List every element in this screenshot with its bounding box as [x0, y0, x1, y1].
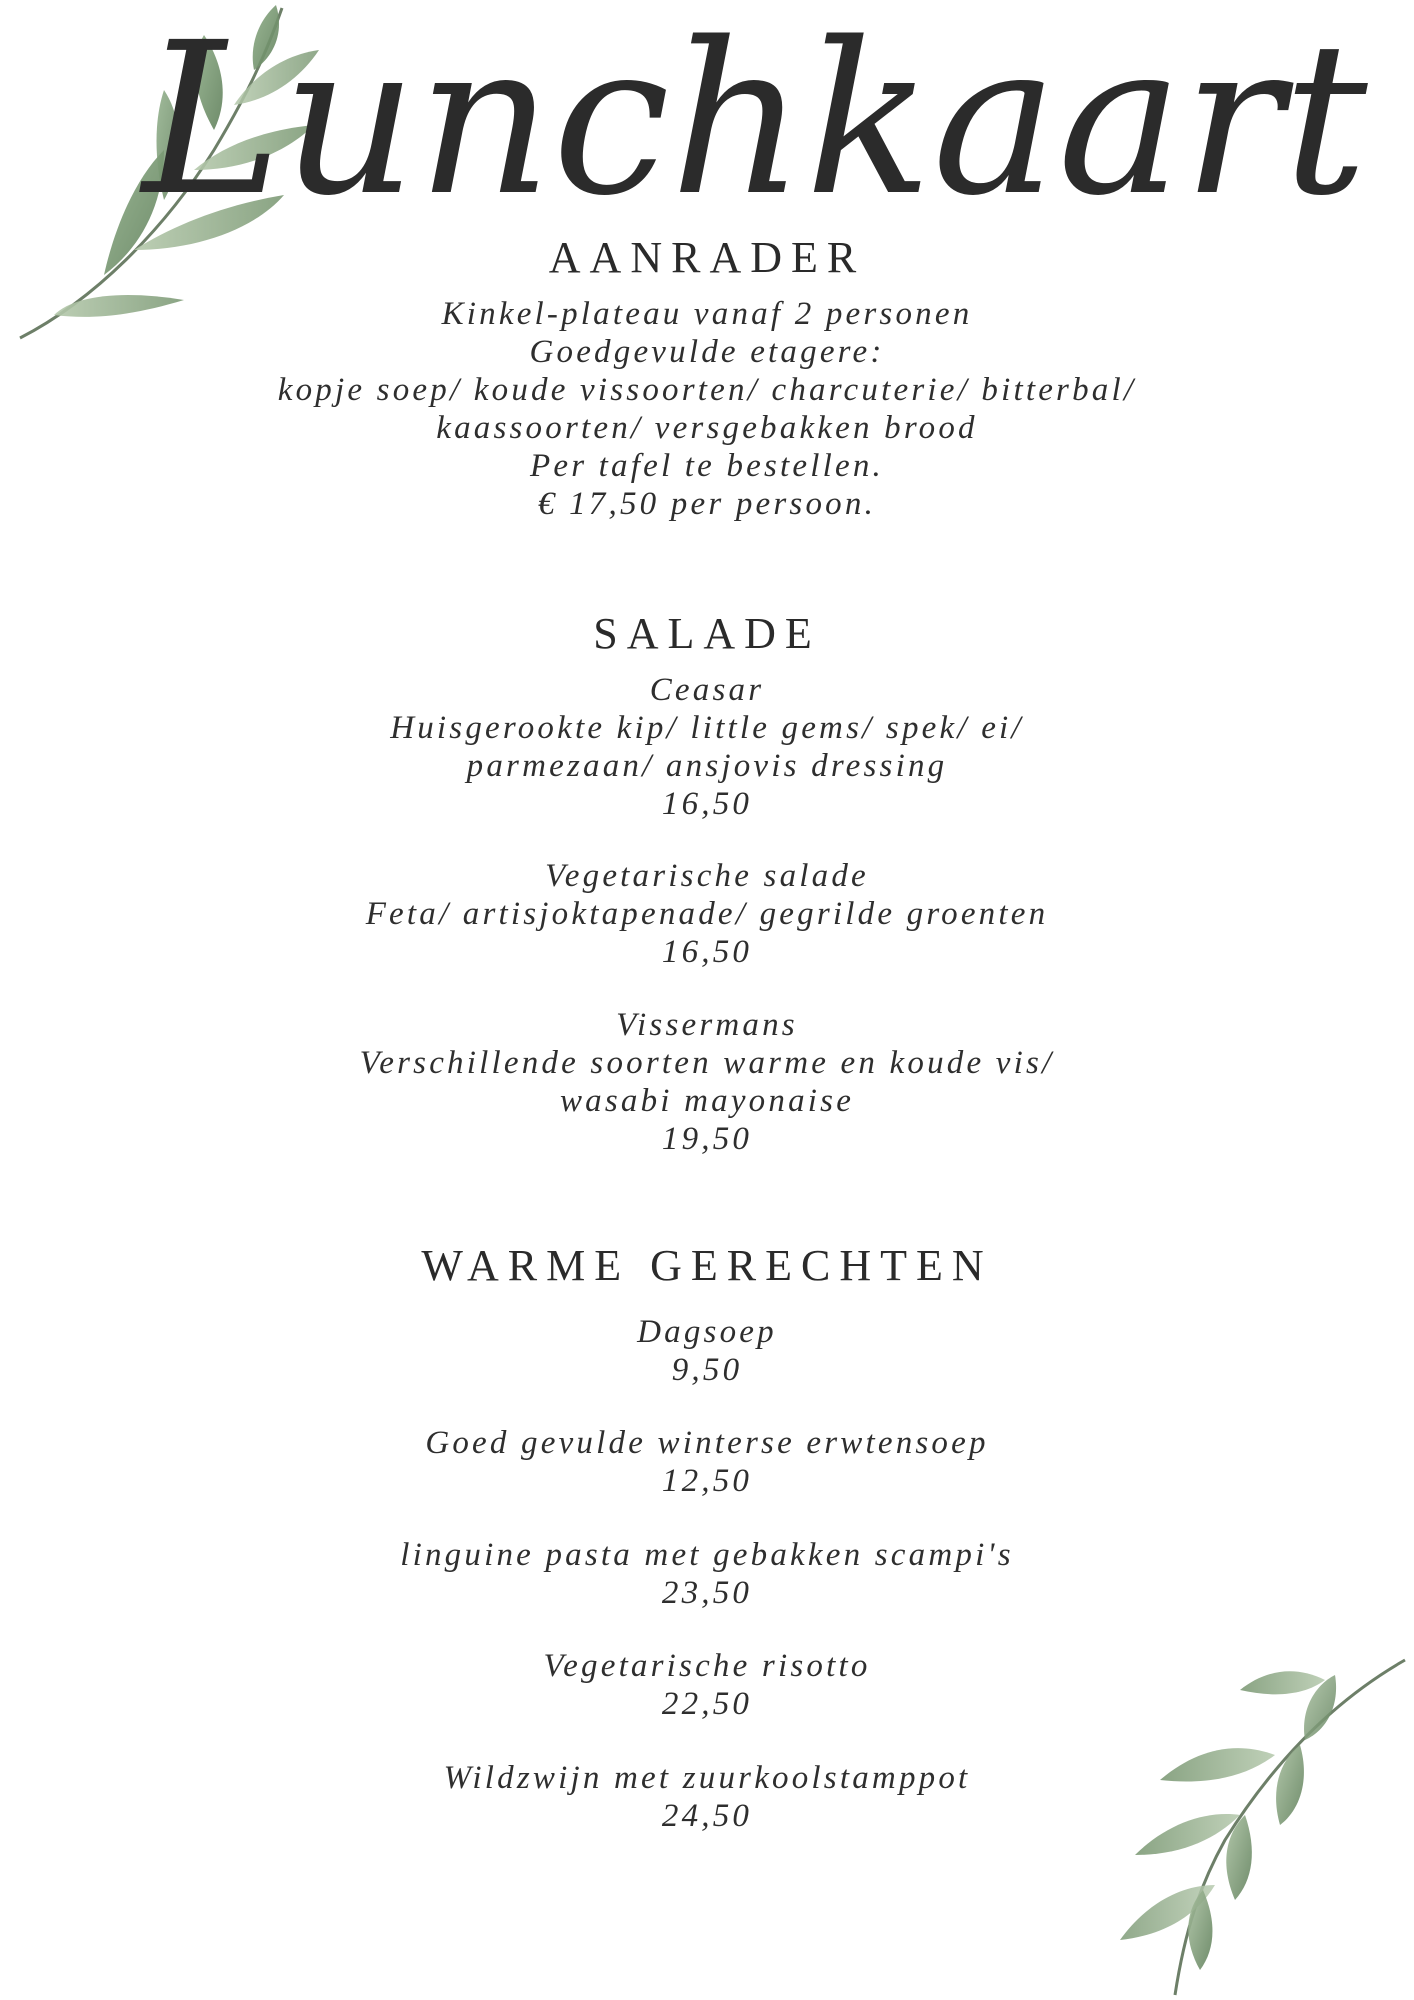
- section-heading-salade: SALADE: [593, 609, 821, 658]
- warm-item-name: Wildzwijn met zuurkoolstamppot: [443, 1760, 971, 1796]
- salade-item-description: Huisgerookte kip/ little gems/ spek/ ei/: [390, 710, 1024, 746]
- salade-item-name: Ceasar: [649, 672, 765, 708]
- aanrader-line: kaassoorten/ versgebakken brood: [436, 410, 978, 446]
- aanrader-line: Kinkel-plateau vanaf 2 personen: [441, 296, 973, 332]
- warm-item-name: Dagsoep: [637, 1314, 777, 1350]
- salade-item-name: Vissermans: [616, 1007, 798, 1043]
- section-heading-warme-gerechten: WARME GERECHTEN: [421, 1241, 993, 1290]
- aanrader-line: € 17,50 per persoon.: [537, 486, 877, 522]
- salade-item-description: Feta/ artisjoktapenade/ gegrilde groenten: [365, 896, 1049, 932]
- salade-item-description: Verschillende soorten warme en koude vis/: [359, 1045, 1055, 1081]
- warm-item-price: 24,50: [661, 1798, 753, 1834]
- warm-item-name: Vegetarische risotto: [543, 1648, 871, 1684]
- warm-item-price: 22,50: [661, 1686, 753, 1722]
- section-heading-aanrader: AANRADER: [548, 233, 866, 282]
- aanrader-line: Per tafel te bestellen.: [529, 448, 884, 484]
- aanrader-line: Goedgevulde etagere:: [529, 334, 885, 370]
- warm-item-name: Goed gevulde winterse erwtensoep: [425, 1425, 989, 1461]
- menu-title: [142, 0, 1368, 247]
- leaf-branch-bottom-right: [1105, 1640, 1410, 2000]
- aanrader-line: kopje soep/ koude vissoorten/ charcuterie/ bitterbal/: [277, 372, 1137, 408]
- salade-item-description: wasabi mayonaise: [559, 1083, 855, 1119]
- warm-item-price: 12,50: [661, 1463, 753, 1499]
- salade-item-price: 16,50: [661, 934, 753, 970]
- salade-item-price: 19,50: [661, 1121, 753, 1157]
- warm-item-price: 23,50: [661, 1575, 753, 1611]
- title-text: Lunchkaart: [142, 0, 1368, 242]
- warm-item-name: linguine pasta met gebakken scampi's: [400, 1537, 1014, 1573]
- salade-item-price: 16,50: [661, 786, 753, 822]
- warm-item-price: 9,50: [671, 1352, 743, 1388]
- salade-item-name: Vegetarische salade: [545, 858, 869, 894]
- salade-item-description: parmezaan/ ansjovis dressing: [466, 748, 948, 784]
